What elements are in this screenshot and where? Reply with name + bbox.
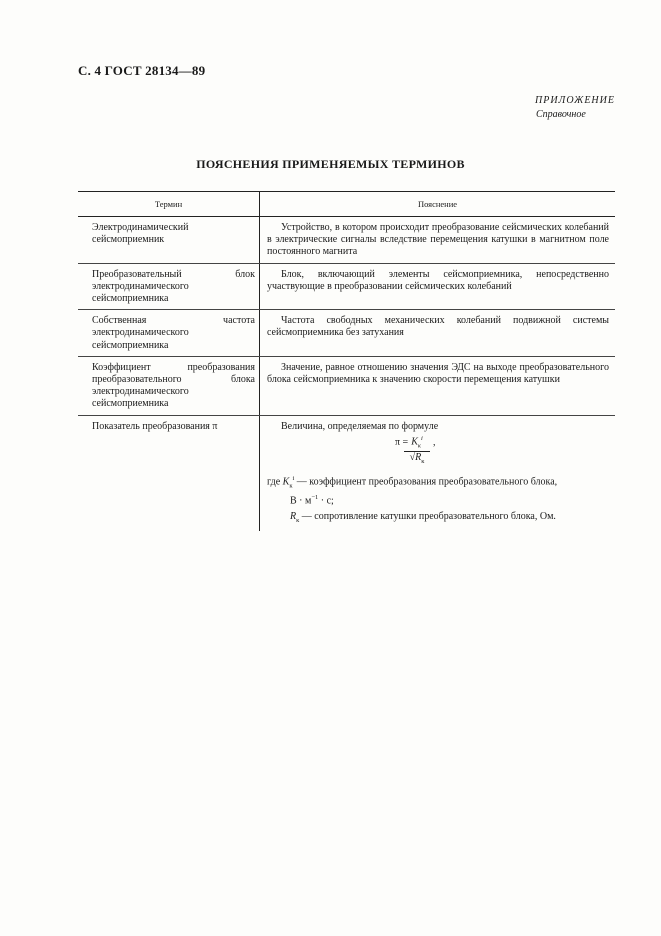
table-row (78, 415, 615, 531)
formula-numerator: $K_к^i$ (404, 433, 430, 452)
table-row (78, 217, 615, 264)
explanation-cell (260, 415, 616, 531)
explanation-cell: Устройство, в котором происходит преобразование сейсмических колебаний в электрические сигналы вследствие перемещения катушки в магнитном поле постоянного магнита (260, 217, 616, 264)
table-row (78, 310, 615, 357)
explanation-cell: Блок, включающий элементы сейсмоприемника, непосредственно участвующие в преобразовании сейсмических колебаний (260, 263, 616, 310)
explanation-cell: Частота свободных механических колебаний подвижной системы сейсмоприемника без затухания (260, 310, 616, 357)
column-header-explanation: Пояснение (260, 192, 616, 217)
terms-table (78, 191, 615, 531)
term-cell: Собственная частота электродинамического сейсмоприемника (78, 310, 260, 357)
appendix-label: ПРИЛОЖЕНИЕ (535, 95, 615, 106)
term-cell: Показатель преобразования π (78, 415, 260, 531)
term-cell: Преобразовательный блок электродинамического сейсмоприемника (78, 263, 260, 310)
formula-lhs: π = (395, 436, 409, 448)
where-line-2: $R_к$ — сопротивление катушки преобразовательного блока, Ом. (290, 510, 556, 524)
appendix-sublabel: Справочное (536, 109, 586, 120)
column-header-term: Термин (78, 192, 260, 217)
formula-fraction (404, 433, 430, 468)
formula-denominator: $√R_к$ (409, 452, 425, 466)
formula-intro: Величина, определяемая по формуле (281, 420, 439, 432)
document-title: ПОЯСНЕНИЯ ПРИМЕНЯЕМЫХ ТЕРМИНОВ (196, 157, 465, 171)
formula-comma: , (433, 436, 436, 448)
page-header: С. 4 ГОСТ 28134—89 (78, 63, 206, 78)
explanation-cell: Значение, равное отношению значения ЭДС на выходе преобразовательного блока сейсмоприемника к значению скорости перемещения катушки (260, 356, 616, 415)
where-line-1-unit: $В \cdot м^{-1} \cdot с$; (290, 494, 334, 507)
table-row (78, 356, 615, 415)
table-header-row (78, 192, 615, 217)
term-cell: Электродинамический сейсмоприемник (78, 217, 260, 264)
term-cell: Коэффициент преобразования преобразовательного блока электродинамического сейсмоприемника (78, 356, 260, 415)
where-line-1: где $K_к^i$ — коэффициент преобразования преобразовательного блока, (267, 474, 558, 490)
table-row (78, 263, 615, 310)
formula (267, 433, 609, 471)
